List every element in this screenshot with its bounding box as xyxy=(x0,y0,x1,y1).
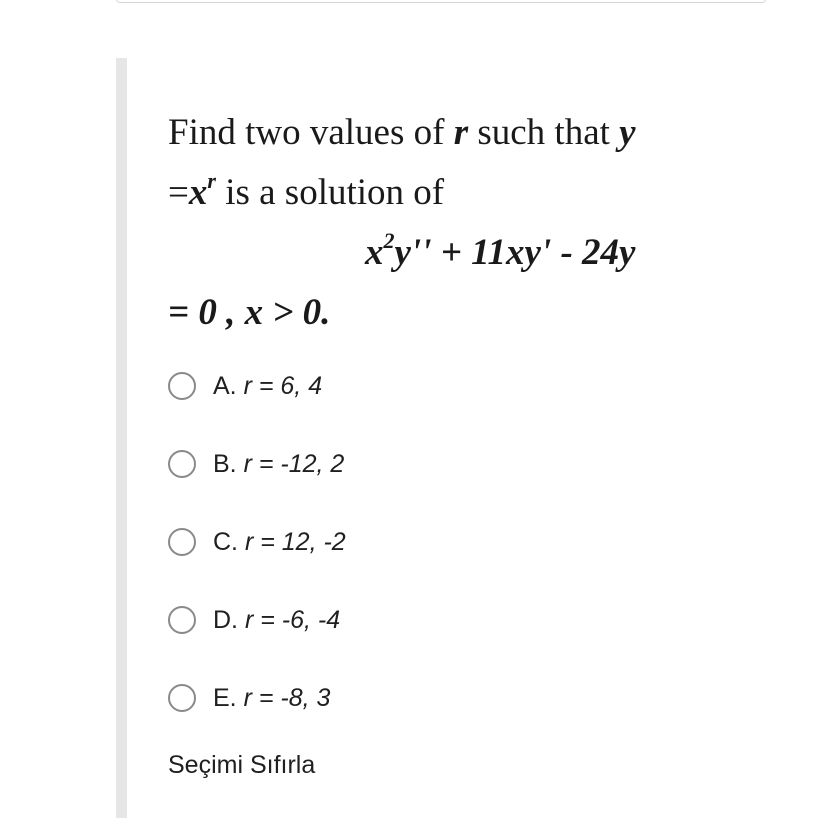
option-a-letter: A. xyxy=(213,371,237,400)
radio-button-b[interactable] xyxy=(168,450,196,478)
option-d-letter: D. xyxy=(213,605,238,634)
option-c-var: r xyxy=(244,527,254,556)
equation-exponent: 2 xyxy=(383,228,395,253)
radio-button-c[interactable] xyxy=(168,528,196,556)
option-a-label xyxy=(213,372,322,401)
differential-equation xyxy=(365,228,636,273)
question-rest: is a solution of xyxy=(215,172,445,213)
option-b[interactable] xyxy=(168,444,344,484)
variable-y: y xyxy=(619,112,636,153)
option-a-value: = 6, 4 xyxy=(251,371,323,400)
card-accent-bar xyxy=(116,58,127,818)
variable-r: r xyxy=(453,112,469,153)
option-b-label xyxy=(213,450,344,479)
question-prefix: Find two values of xyxy=(168,112,454,153)
option-c[interactable] xyxy=(168,522,346,562)
question-card xyxy=(116,58,829,818)
option-b-value: = -12, 2 xyxy=(251,449,345,478)
option-b-var: r xyxy=(243,449,252,478)
previous-card-edge xyxy=(116,0,766,3)
option-d-value: = -6, -4 xyxy=(253,605,341,634)
radio-button-e[interactable] xyxy=(168,684,196,712)
option-c-label xyxy=(213,528,346,557)
radio-button-d[interactable] xyxy=(168,606,196,634)
option-d-var: r xyxy=(244,605,254,634)
option-c-value: = 12, -2 xyxy=(253,527,346,556)
variable-x: x xyxy=(188,172,208,213)
option-e-letter: E. xyxy=(213,683,237,712)
option-d-label xyxy=(213,606,340,635)
option-a-var: r xyxy=(243,371,252,400)
question-line-1 xyxy=(168,114,636,151)
equation-x: x xyxy=(365,232,384,273)
equals-sign: = xyxy=(168,172,189,213)
question-mid: such that xyxy=(468,112,620,153)
option-e-value: = -8, 3 xyxy=(251,683,331,712)
option-e-label xyxy=(213,684,330,713)
option-a[interactable] xyxy=(168,366,322,406)
option-e[interactable] xyxy=(168,678,330,718)
reset-selection-link[interactable]: Seçimi Sıfırla xyxy=(168,751,316,779)
equation-terms: y'' + 11xy' - 24y xyxy=(394,232,636,273)
equation-condition: = 0 , x > 0. xyxy=(168,292,331,333)
option-b-letter: B. xyxy=(213,449,237,478)
option-c-letter: C. xyxy=(213,527,238,556)
option-e-var: r xyxy=(243,683,252,712)
exponent-r: r xyxy=(207,168,216,193)
question-line-2 xyxy=(168,168,445,213)
option-d[interactable] xyxy=(168,600,340,640)
radio-button-a[interactable] xyxy=(168,372,196,400)
